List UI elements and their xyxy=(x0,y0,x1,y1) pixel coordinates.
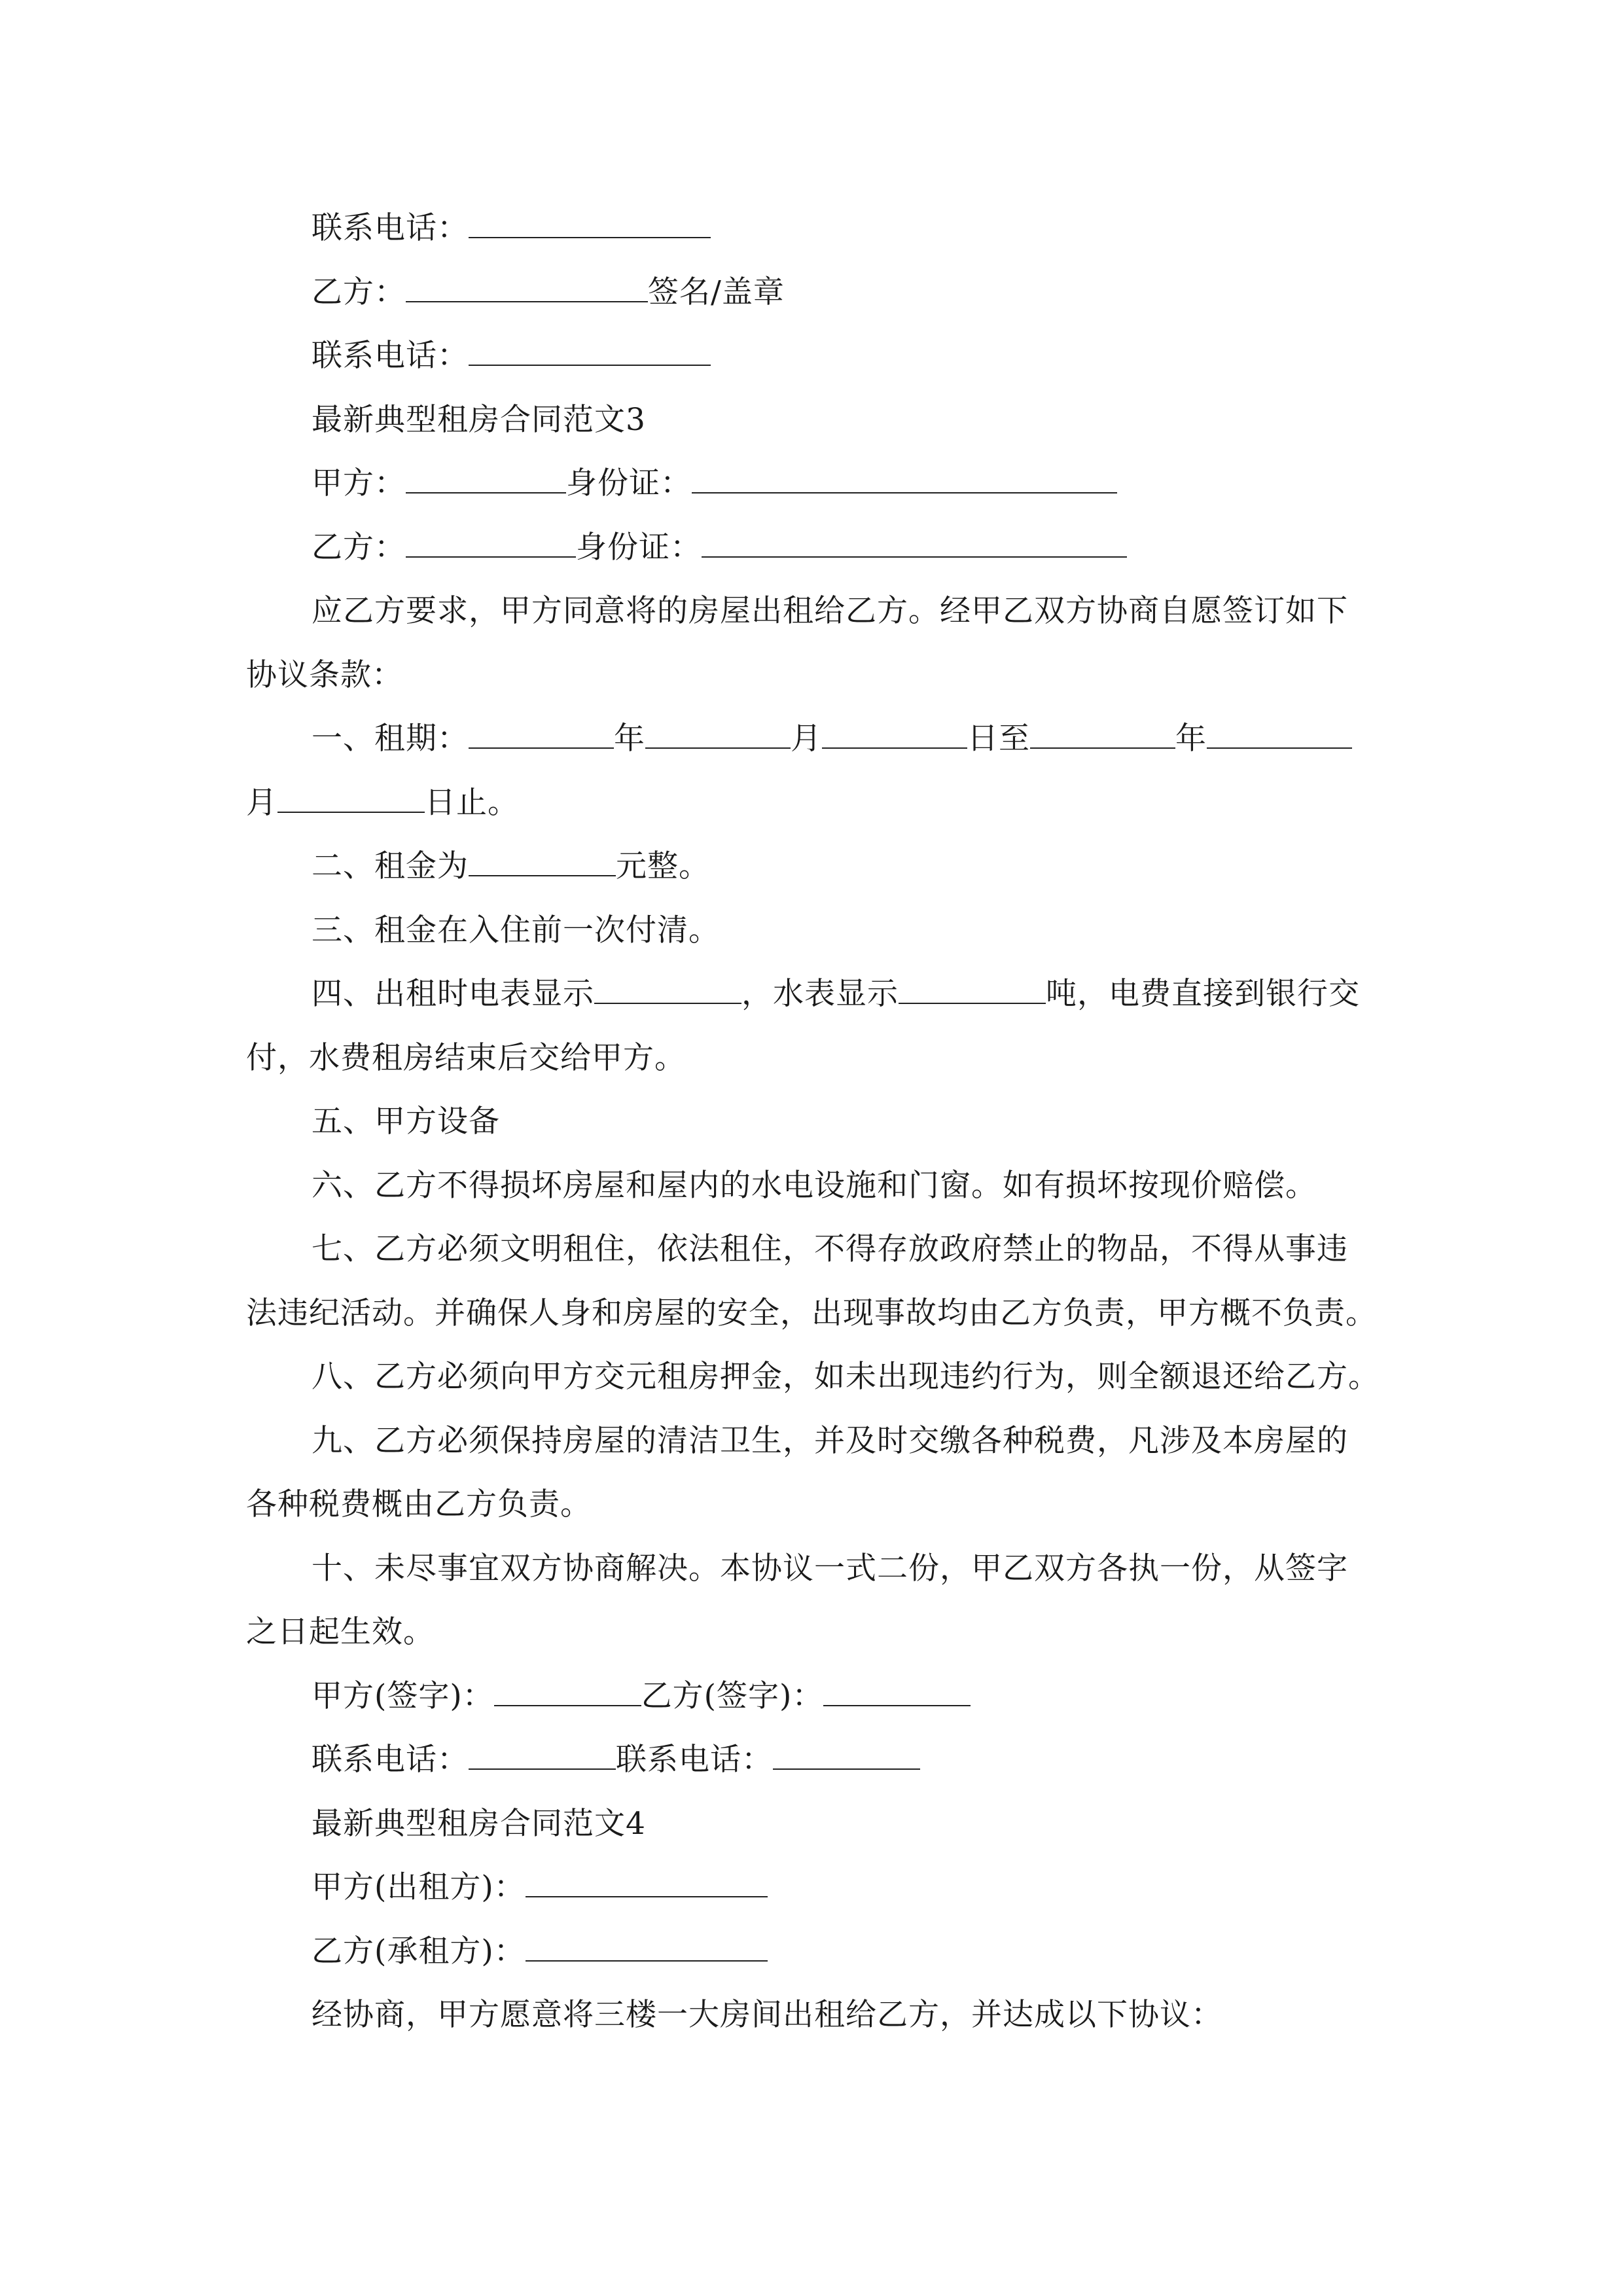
year-label-2: 年 xyxy=(1175,721,1207,757)
party-a-signature-blank xyxy=(494,1679,641,1706)
lessor-blank xyxy=(526,1870,768,1897)
term-10-line-2: 之日起生效。 xyxy=(246,1614,435,1650)
term-1-line-1 xyxy=(246,707,1378,771)
term-4-line-1 xyxy=(246,962,1378,1026)
term-7-line-2: 法违纪活动。并确保人身和房屋的安全，出现事故均由乙方负责，甲方概不负责。 xyxy=(246,1295,1377,1331)
rent-amount-blank xyxy=(469,849,616,876)
contact-phone-label-2: 联系电话： xyxy=(312,338,469,374)
party-b-signature-blank xyxy=(823,1679,971,1706)
term-6-line: 六、乙方不得损坏房屋和屋内的水电设施和门窗。如有损坏按现价赔偿。 xyxy=(312,1167,1317,1204)
party-a-label: 甲方： xyxy=(312,465,406,501)
lessor-label: 甲方(出租方)： xyxy=(312,1869,526,1905)
lessee-line xyxy=(246,1920,1378,1984)
lessor-line xyxy=(246,1856,1378,1920)
start-day-blank xyxy=(822,721,967,749)
signature-line xyxy=(246,1664,1378,1729)
term-7-line-1: 七、乙方必须文明租住，依法租住，不得存放政府禁止的物品，不得从事违 xyxy=(312,1231,1348,1267)
contact-phone-line-2 xyxy=(246,324,1378,388)
electric-reading-blank xyxy=(594,977,741,1004)
end-year-blank xyxy=(1030,721,1175,749)
lessee-label: 乙方(承租方)： xyxy=(312,1933,526,1969)
year-label: 年 xyxy=(614,721,645,757)
lessee-blank xyxy=(526,1934,768,1962)
party-b-phone-blank xyxy=(773,1742,920,1770)
end-month-blank-start xyxy=(1207,721,1352,749)
id-card-label-2: 身份证： xyxy=(576,529,702,565)
meter-electric-label: 四、出租时电表显示 xyxy=(312,976,594,1012)
contact-phone-blank xyxy=(469,211,711,238)
term-9-line-2: 各种税费概由乙方负责。 xyxy=(246,1486,592,1522)
month-label: 月 xyxy=(791,721,822,757)
party-a-id-blank xyxy=(692,466,1117,493)
sign-seal-label: 签名/盖章 xyxy=(648,274,785,310)
section-heading-4: 最新典型租房合同范文4 xyxy=(312,1805,646,1842)
start-year-blank xyxy=(469,721,614,749)
rent-unit-label: 元整。 xyxy=(616,848,710,884)
party-b-label-2: 乙方： xyxy=(312,529,406,565)
term-5-line: 五、甲方设备 xyxy=(312,1103,500,1139)
contact-phone-line xyxy=(246,196,1378,260)
party-a-phone-label: 联系电话： xyxy=(312,1742,469,1778)
party-a-id-line xyxy=(246,452,1378,516)
rent-label: 二、租金为 xyxy=(312,848,469,884)
party-b-name-blank xyxy=(406,530,576,558)
water-reading-blank xyxy=(899,977,1046,1004)
section-heading-3: 最新典型租房合同范文3 xyxy=(312,401,646,438)
start-month-blank xyxy=(645,721,791,749)
signature-phone-line xyxy=(246,1728,1378,1792)
contact-phone-label: 联系电话： xyxy=(312,210,469,246)
document-page xyxy=(246,196,1378,2047)
day-end-label: 日止。 xyxy=(425,784,519,821)
party-b-label: 乙方： xyxy=(312,274,406,310)
agreement-intro-line: 经协商，甲方愿意将三楼一大房间出租给乙方，并达成以下协议： xyxy=(312,1997,1222,2033)
term-2-line xyxy=(246,834,1378,899)
term-1-line-2 xyxy=(246,771,1378,835)
term-1-label: 一、租期： xyxy=(312,721,469,757)
party-b-id-blank xyxy=(702,530,1127,558)
intro-paragraph-line-2: 协议条款： xyxy=(246,656,403,693)
meter-water-label: ，水表显示 xyxy=(741,976,899,1012)
contact-phone-blank-2 xyxy=(469,338,711,366)
party-b-blank xyxy=(406,275,648,302)
id-card-label: 身份证： xyxy=(566,465,692,501)
term-9-line-1: 九、乙方必须保持房屋的清洁卫生，并及时交缴各种税费，凡涉及本房屋的 xyxy=(312,1422,1348,1459)
meter-tail-text: 吨，电费直接到银行交 xyxy=(1046,976,1360,1012)
term-10-line-1: 十、未尽事宜双方协商解决。本协议一式二份，甲乙双方各执一份，从签字 xyxy=(312,1550,1348,1587)
term-8-line: 八、乙方必须向甲方交元租房押金，如未出现违约行为，则全额退还给乙方。 xyxy=(312,1359,1380,1395)
party-b-phone-label: 联系电话： xyxy=(616,1742,773,1778)
intro-paragraph-line-1: 应乙方要求，甲方同意将的房屋出租给乙方。经甲乙双方协商自愿签订如下 xyxy=(312,593,1348,629)
day-to-label: 日至 xyxy=(967,721,1030,757)
end-day-blank xyxy=(277,785,425,813)
party-a-phone-blank xyxy=(469,1742,616,1770)
term-4-line-2: 付，水费租房结束后交给甲方。 xyxy=(246,1039,686,1076)
party-a-name-blank xyxy=(406,466,566,493)
party-b-signature-label: 乙方(签字)： xyxy=(641,1677,824,1714)
party-b-sign-line xyxy=(246,260,1378,325)
party-b-id-line xyxy=(246,516,1378,580)
month-label-2: 月 xyxy=(246,784,277,821)
term-3-line: 三、租金在入住前一次付清。 xyxy=(312,912,720,948)
party-a-signature-label: 甲方(签字)： xyxy=(312,1677,494,1714)
